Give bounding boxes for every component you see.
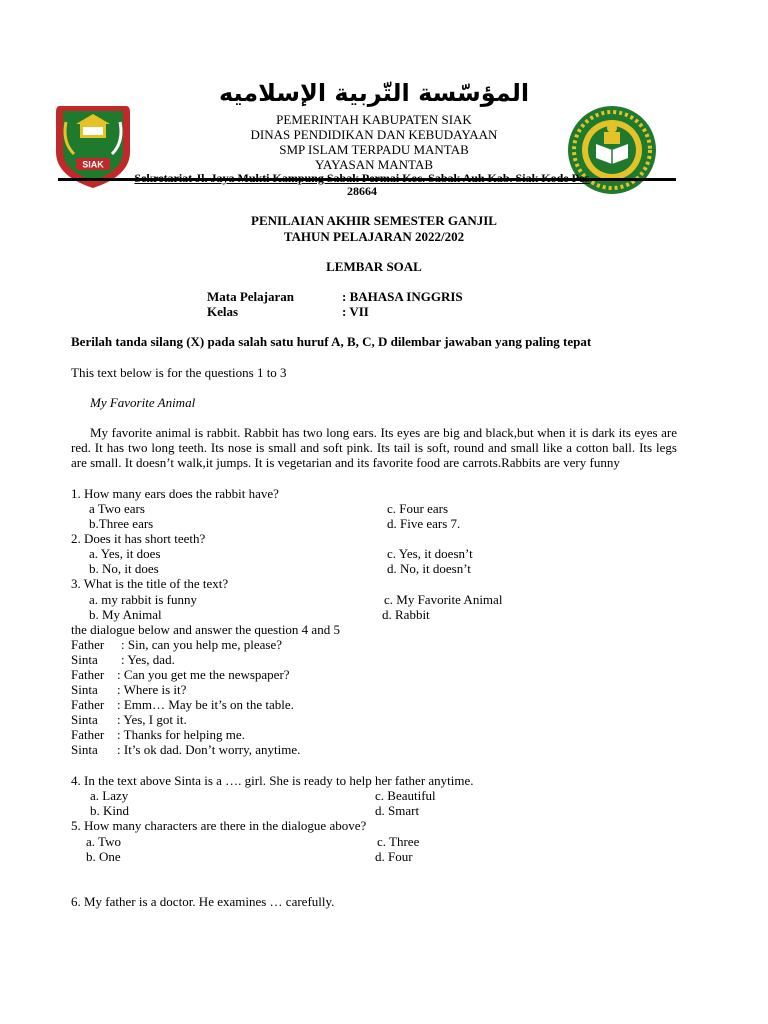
dialogue-line: : Emm… May be it’s on the table. (117, 697, 294, 712)
header-line-school: SMP ISLAM TERPADU MANTAB (279, 142, 469, 157)
question-3: 3. What is the title of the text? (71, 576, 229, 591)
class-label: Kelas (207, 304, 239, 319)
q2-option-c: c. Yes, it doesn’t (387, 546, 473, 561)
dialogue-speaker: Father (71, 637, 105, 652)
dialogue-speaker: Father (71, 697, 105, 712)
subject-value: : BAHASA INGGRIS (342, 289, 463, 304)
q5-option-d: d. Four (375, 849, 413, 864)
address-block (62, 172, 662, 198)
dialogue-line: : It’s ok dad. Don’t worry, anytime. (117, 742, 301, 757)
text-title: My Favorite Animal (90, 395, 196, 410)
header-line-regency: PEMERINTAH KABUPATEN SIAK (276, 112, 472, 127)
dialogue-speaker: Father (71, 727, 105, 742)
q2-option-b: b. No, it does (89, 561, 159, 576)
q3-option-d: d. Rabbit (382, 607, 430, 622)
question-6: 6. My father is a doctor. He examines … carefully. (71, 894, 335, 909)
instruction: Berilah tanda silang (X) pada salah satu huruf A, B, C, D dilembar jawaban yang paling tepat (71, 334, 592, 349)
arabic-foundation-title: المؤسّسة التّربية الإسلاميه (218, 79, 530, 107)
q2-option-a: a. Yes, it does (89, 546, 161, 561)
question-4: 4. In the text above Sinta is a …. girl. She is ready to help her father anytime. (71, 773, 474, 788)
dialogue-line: : Where is it? (117, 682, 187, 697)
header-line-department: DINAS PENDIDIKAN DAN KEBUDAYAAN (250, 127, 498, 142)
q5-option-c: c. Three (377, 834, 420, 849)
q1-option-c: c. Four ears (387, 501, 449, 516)
dialogue-line: : Thanks for helping me. (117, 727, 245, 742)
q5-option-b: b. One (86, 849, 121, 864)
dialogue-speaker: Father (71, 667, 105, 682)
logo-siak-text: SIAK (82, 159, 104, 170)
reading-text: My favorite animal is rabbit. Rabbit has two long ears. Its eyes are big and black,but when it is dark its eyes are red. It has two long teeth. Its nose is small and soft pink. Its tail is soft, round and small like a cotton ball. Its legs are small. It doesn’t walk,it jumps. It is vegetarian and its favorite food are carrots.Rabbits are very funny (71, 425, 677, 471)
q4-option-c: c. Beautiful (375, 788, 436, 803)
dialogue-speaker: Sinta (71, 652, 98, 667)
dialogue-intro: the dialogue below and answer the question 4 and 5 (71, 622, 340, 637)
q4-option-a: a. Lazy (90, 788, 129, 803)
subject-label: Mata Pelajaran (207, 289, 295, 304)
dialogue-line: : Yes, I got it. (117, 712, 187, 727)
address-line: Sekretariat Jl. Jaya Mukti Kampung Sabak Permai Kec. Sabak Auh Kab. Siak Kode Pos (134, 172, 590, 185)
sheet-title: LEMBAR SOAL (326, 259, 422, 274)
academic-year: TAHUN PELAJARAN 2022/202 (283, 229, 465, 244)
q2-option-d: d. No, it doesn’t (387, 561, 471, 576)
q4-option-d: d. Smart (375, 803, 420, 818)
q5-option-a: a. Two (86, 834, 121, 849)
q3-option-a: a. my rabbit is funny (89, 592, 197, 607)
q1-option-a: a Two ears (89, 501, 145, 516)
question-1: 1. How many ears does the rabbit have? (71, 486, 279, 501)
postal-code: 28664 (347, 184, 377, 198)
dialogue-line: : Sin, can you help me, please? (121, 637, 283, 652)
dialogue-speaker: Sinta (71, 682, 98, 697)
class-value: : VII (342, 304, 369, 319)
question-2: 2. Does it has short teeth? (71, 531, 206, 546)
dialogue-speaker: Sinta (71, 712, 98, 727)
q4-option-b: b. Kind (90, 803, 129, 818)
q1-option-d: d. Five ears 7. (387, 516, 461, 531)
question-5: 5. How many characters are there in the dialogue above? (71, 818, 367, 833)
text-intro: This text below is for the questions 1 to 3 (71, 365, 287, 380)
dialogue-speaker: Sinta (71, 742, 98, 757)
institution-header (0, 112, 748, 172)
q3-option-c: c. My Favorite Animal (384, 592, 503, 607)
q1-option-b: b.Three ears (89, 516, 154, 531)
q3-option-b: b. My Animal (89, 607, 162, 622)
dialogue-line: : Yes, dad. (121, 652, 175, 667)
dialogue-line: : Can you get me the newspaper? (117, 667, 290, 682)
exam-title: PENILAIAN AKHIR SEMESTER GANJIL (251, 213, 497, 228)
header-divider (58, 178, 676, 181)
header-line-foundation: YAYASAN MANTAB (314, 157, 434, 172)
